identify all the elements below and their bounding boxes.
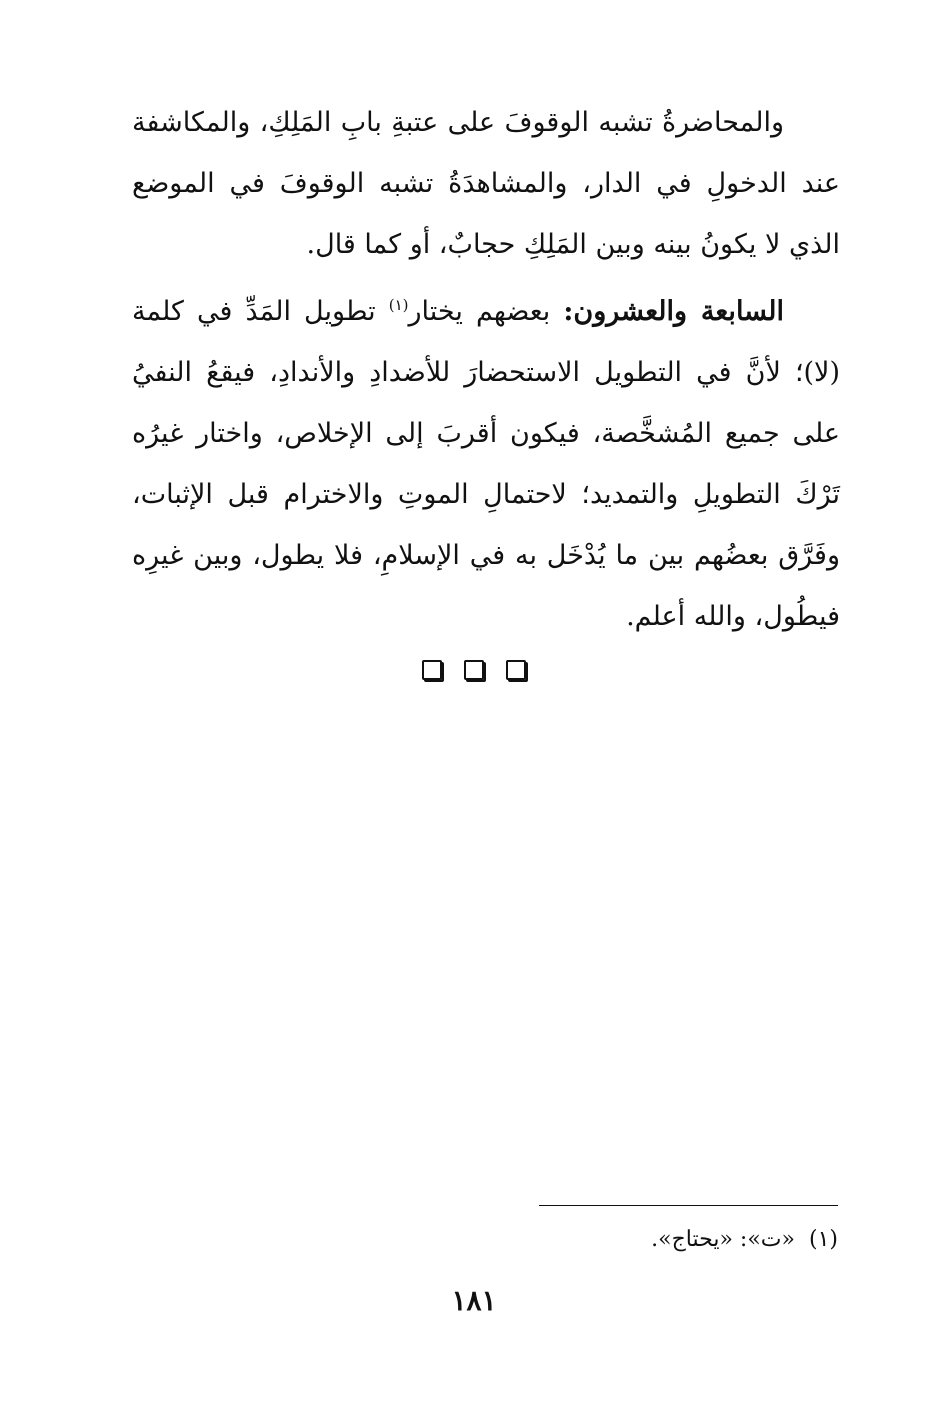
page-number: ١٨١	[451, 1284, 497, 1317]
paragraph-2	[132, 281, 840, 647]
square-ornament-icon	[506, 660, 526, 680]
body-text	[132, 92, 840, 647]
footnote-text: «ت»: «يحتاج».	[651, 1227, 795, 1252]
footnote-reference: (١)	[388, 296, 409, 314]
paragraph-1-text: والمحاضرةُ تشبه الوقوفَ على عتبةِ بابِ المَلِكِ، والمكاشفة عند الدخولِ في الدار، والمشاهدَةُ تشبه الوقوفَ في الموضع الذي لا يكونُ بينه وبين المَلِكِ حجابٌ، أو كما قال.	[132, 107, 840, 260]
footnote	[132, 1222, 838, 1258]
section-separator	[0, 660, 948, 680]
paragraph-2-text-rest: تطويل المَدِّ في كلمة (لا)؛ لأنَّ في التطويل الاستحضارَ للأضدادِ والأندادِ، فيقعُ النفيُ على جميع المُشخَّصة، فيكون أقربَ إلى الإخلاص، واختار غيرُه تَرْكَ التطويلِ والتمديد؛ لاحتمالِ الموتِ والاخترام قبل الإثبات، وفَرَّق بعضُهم بين ما يُدْخَل به في الإسلامِ، فلا يطول، وبين غيرِه فيطُول، والله أعلم.	[132, 296, 840, 632]
footnote-divider	[539, 1205, 838, 1206]
square-ornament-icon	[422, 660, 442, 680]
square-ornament-icon	[464, 660, 484, 680]
footnote-number: (١)	[808, 1227, 838, 1252]
paragraph-2-heading: السابعة والعشرون:	[563, 296, 784, 327]
paragraph-1	[132, 92, 840, 275]
paragraph-2-text-start: بعضهم يختار	[408, 296, 551, 327]
